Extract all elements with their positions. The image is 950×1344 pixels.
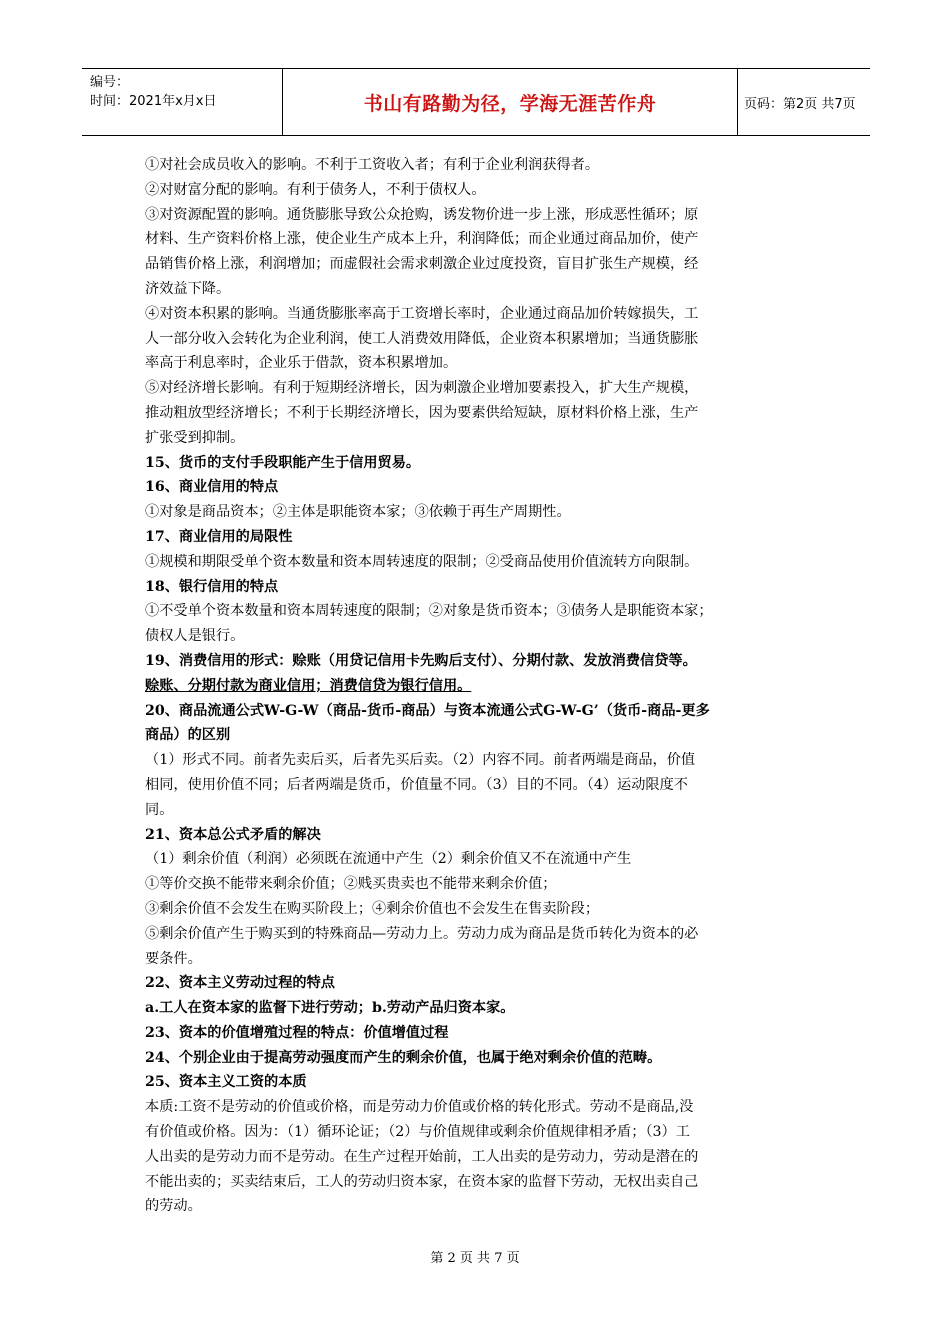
body-line: ⑤剩余价值产生于购买到的特殊商品—劳动力上。劳动力成为商品是货币转化为资本的必: [145, 925, 699, 942]
section-heading-20-cont: 商品）的区别: [145, 727, 231, 744]
body-line: 率高于利息率时，企业乐于借款，资本积累增加。: [145, 355, 458, 372]
body-line: ①规模和期限受单个资本数量和资本周转速度的限制；②受商品使用价值流转方向限制。: [145, 553, 699, 570]
page-header: [82, 68, 870, 136]
body-line: ①等价交换不能带来剩余价值；②贱买贵卖也不能带来剩余价值；: [145, 876, 557, 893]
section-heading-21: 21、资本总公式矛盾的解决: [145, 826, 321, 843]
body-line: 同。: [145, 801, 174, 818]
body-line: ②对财富分配的影响。有利于债务人，不利于债权人。: [145, 181, 486, 198]
document-number-label: 编号：: [90, 75, 130, 90]
body-line: ①对社会成员收入的影响。不利于工资收入者；有利于企业利润获得者。: [145, 157, 600, 173]
body-line: ⑤对经济增长影响。有利于短期经济增长，因为刺激企业增加要素投入，扩大生产规模，: [145, 380, 699, 397]
section-heading-19: 19、消费信用的形式：赊账（用贷记信用卡先购后支付）、分期付款、发放消费信贷等。: [145, 652, 697, 669]
document-body: [145, 153, 815, 1219]
body-line: 推动粗放型经济增长；不利于长期经济增长，因为要素供给短缺，原材料价格上涨，生产: [145, 404, 699, 421]
section-heading-15: 15、货币的支付手段职能产生于信用贸易。: [145, 454, 421, 471]
body-line: 有价值或价格。因为：（1）循环论证；（2）与价值规律或剩余价值规律相矛盾；（3）工: [145, 1124, 690, 1141]
body-line: 材料、生产资料价格上涨，使企业生产成本上升，利润降低；而企业通过商品加价，使产: [145, 231, 699, 248]
body-line: （1）剩余价值（利润）必须既在流通中产生（2）剩余价值又不在流通中产生: [145, 851, 632, 868]
section-heading-22: 22、资本主义劳动过程的特点: [145, 975, 335, 992]
body-line: 人出卖的是劳动力而不是劳动。在生产过程开始前，工人出卖的是劳动力，劳动是潜在的: [145, 1148, 699, 1165]
body-line: 本质:工资不是劳动的价值或价格，而是劳动力价值或价格的转化形式。劳动不是商品,没: [145, 1099, 694, 1116]
header-page-info: 页码：第2页 共7页: [744, 96, 856, 112]
document-time-label: 时间：2021年x月x日: [90, 94, 217, 109]
body-line: 扩张受到抑制。: [145, 429, 245, 446]
header-meta: [82, 69, 280, 135]
body-line: ③剩余价值不会发生在购买阶段上；④剩余价值也不会发生在售卖阶段；: [145, 900, 600, 917]
section-heading-17: 17、商业信用的局限性: [145, 528, 293, 545]
body-line: ①不受单个资本数量和资本周转速度的限制；②对象是货币资本；③债务人是职能资本家；: [145, 603, 713, 620]
body-line: ③对资源配置的影响。通货膨胀导致公众抢购，诱发物价进一步上涨，形成恶性循环；原: [145, 206, 699, 223]
body-line: 的劳动。: [145, 1198, 202, 1215]
body-line: 相同，使用价值不同；后者两端是货币，价值量不同。（3）目的不同。（4）运动限度不: [145, 776, 688, 793]
section-heading-23: 23、资本的价值增殖过程的特点：价值增值过程: [145, 1024, 449, 1041]
body-line: 品销售价格上涨，利润增加；而虚假社会需求刺激企业过度投资，盲目扩张生产规模，经: [145, 256, 699, 273]
body-line: ①对象是商品资本；②主体是职能资本家；③依赖于再生产周期性。: [145, 504, 571, 521]
section-heading-16: 16、商业信用的特点: [145, 479, 279, 496]
body-line: 人一部分收入会转化为企业利润，使工人消费效用降低，企业资本积累增加；当通货膨胀: [145, 330, 699, 347]
body-line: ④对资本积累的影响。当通货膨胀率高于工资增长率时，企业通过商品加价转嫁损失，工: [145, 305, 699, 322]
body-line: 不能出卖的；买卖结束后，工人的劳动归资本家，在资本家的监督下劳动，无权出卖自己: [145, 1173, 699, 1190]
body-line: 要条件。: [145, 950, 202, 967]
section-heading-18: 18、银行信用的特点: [145, 578, 279, 595]
section-heading-24: 24、个别企业由于提高劳动强度而产生的剩余价值，也属于绝对剩余价值的范畴。: [145, 1049, 662, 1066]
underlined-note: 赊账、分期付款为商业信用；消费信贷为银行信用。: [145, 677, 472, 694]
section-heading-25: 25、资本主义工资的本质: [145, 1074, 307, 1091]
header-motto: 书山有路勤为径，学海无涯苦作舟: [363, 92, 657, 115]
header-motto-cell: [282, 69, 738, 135]
body-line: 债权人是银行。: [145, 628, 245, 645]
body-line: 济效益下降。: [145, 280, 231, 297]
body-line: a.工人在资本家的监督下进行劳动；b.劳动产品归资本家。: [145, 1000, 515, 1017]
body-line: （1）形式不同。前者先卖后买，后者先买后卖。（2）内容不同。前者两端是商品，价值: [145, 752, 696, 769]
section-heading-20: 20、商品流通公式W-G-W（商品-货币-商品）与资本流通公式G-W-G’（货币-商品-更多: [145, 702, 710, 719]
page-footer: 第 2 页 共 7 页: [430, 1251, 520, 1266]
